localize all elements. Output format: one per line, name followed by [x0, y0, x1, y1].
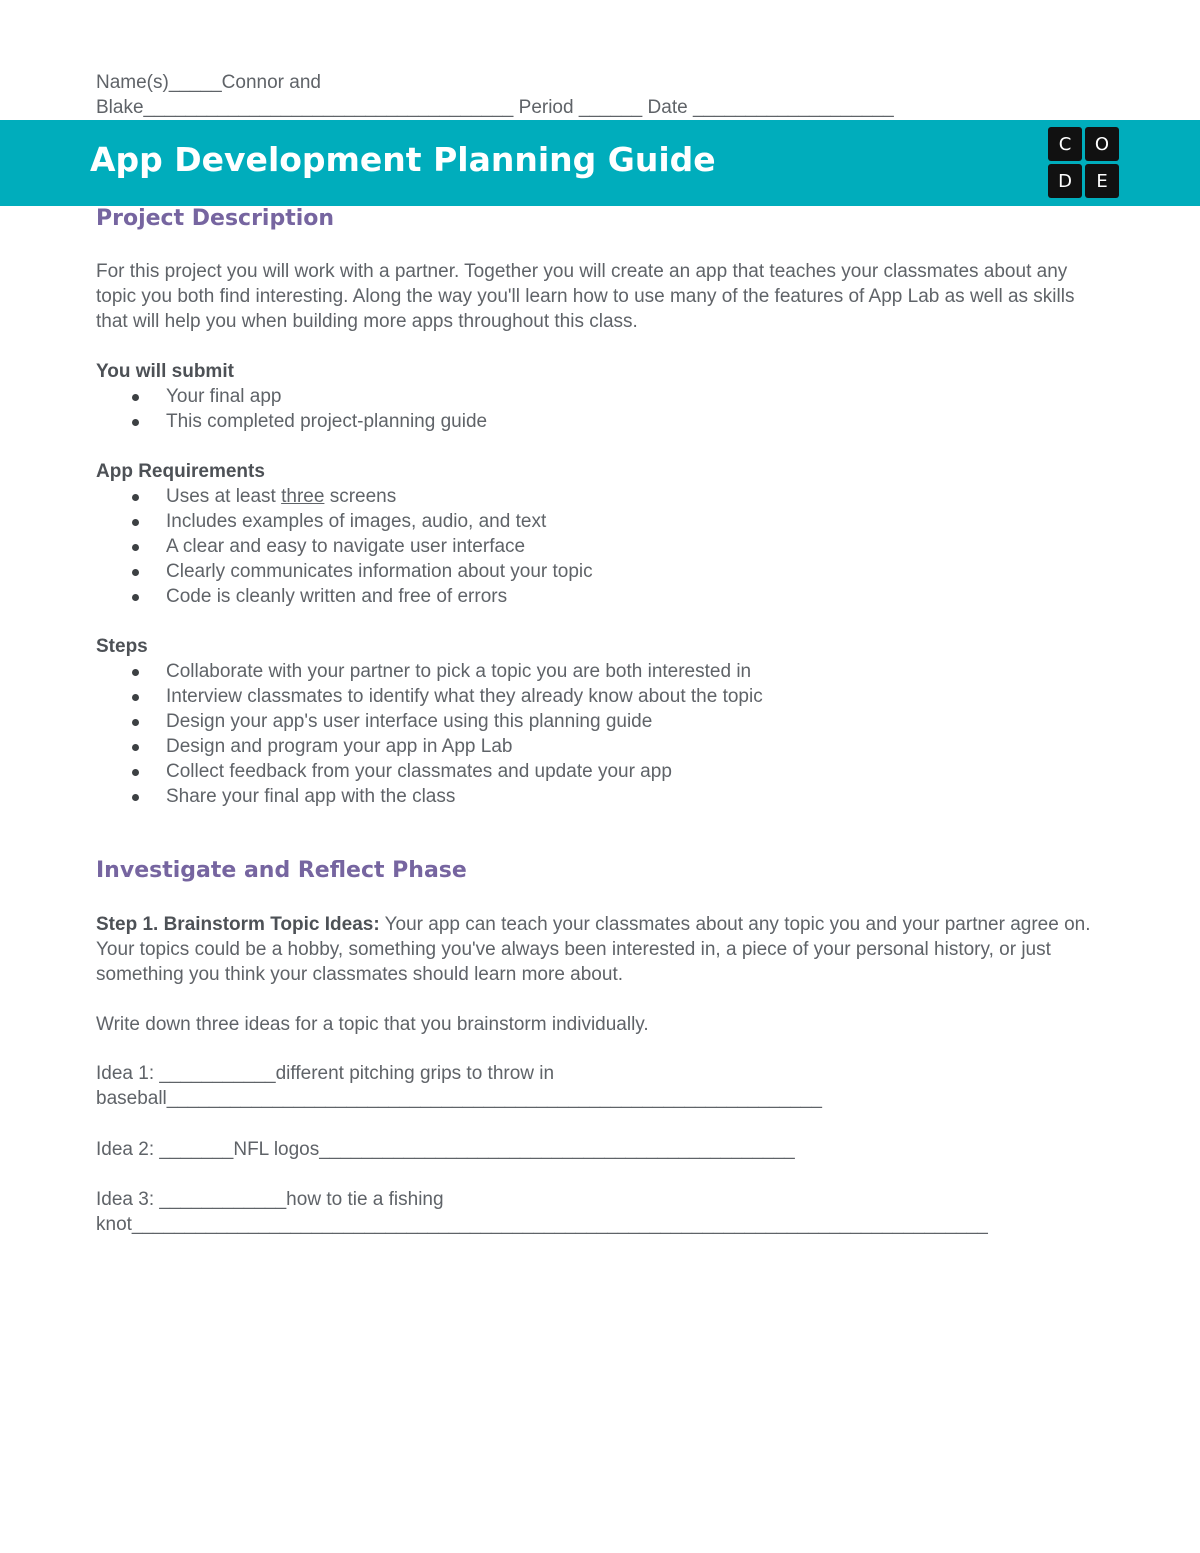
requirement-text: Uses at least: [166, 486, 282, 507]
list-item: [96, 484, 593, 509]
intro-text: that will help you when building more apps throughout this class.: [96, 311, 638, 332]
idea-3-field: Idea 3: ____________how to tie a fishing: [96, 1189, 444, 1210]
list-item: Code is cleanly written and free of errors: [96, 584, 593, 609]
requirements-heading: App Requirements: [96, 461, 265, 482]
name-period-date-field: Blake___________________________________ Period ______ Date ___________________: [96, 97, 894, 118]
idea-1-field: Idea 1: ___________different pitching grips to throw in: [96, 1063, 555, 1084]
code-logo: [1048, 127, 1120, 199]
list-item: Share your final app with the class: [96, 784, 763, 809]
list-item: Interview classmates to identify what they already know about the topic: [96, 684, 763, 709]
steps-heading: Steps: [96, 636, 148, 657]
investigate-heading: Investigate and Reflect Phase: [96, 858, 467, 883]
list-item: Collaborate with your partner to pick a topic you are both interested in: [96, 659, 763, 684]
list-item: Design and program your app in App Lab: [96, 734, 763, 759]
name-field: Name(s)_____Connor and: [96, 72, 321, 93]
list-item: Design your app's user interface using this planning guide: [96, 709, 763, 734]
list-item: Clearly communicates information about your topic: [96, 559, 593, 584]
idea-2-field: Idea 2: _______NFL logos_____________________________________________: [96, 1139, 795, 1160]
list-item: Collect feedback from your classmates and update your app: [96, 759, 763, 784]
list-item: This completed project-planning guide: [96, 409, 487, 434]
logo-letter: O: [1085, 127, 1119, 161]
steps-list: [96, 659, 763, 809]
requirement-text: screens: [324, 486, 397, 507]
idea-3-field: knot_________________________________________________________________________________: [96, 1214, 988, 1235]
intro-text: For this project you will work with a partner. Together you will create an app that teaches your classmates about any: [96, 261, 1068, 282]
step1-text: something you think your classmates should learn more about.: [96, 964, 623, 985]
logo-letter: E: [1085, 164, 1119, 198]
step1-paragraph: [96, 912, 1091, 937]
step1-text: Your topics could be a hobby, something you've always been interested in, a piece of your personal history, or just: [96, 939, 1051, 960]
list-item: Includes examples of images, audio, and text: [96, 509, 593, 534]
logo-letter: C: [1048, 127, 1082, 161]
intro-text: topic you both find interesting. Along the way you'll learn how to use many of the features of App Lab as well as skills: [96, 286, 1075, 307]
idea-1-field: baseball______________________________________________________________: [96, 1088, 822, 1109]
step1-text: Your app can teach your classmates about any topic you and your partner agree on.: [379, 914, 1091, 935]
project-description-heading: Project Description: [96, 206, 335, 231]
page-title: App Development Planning Guide: [90, 140, 716, 179]
underlined-word: three: [281, 486, 325, 507]
requirements-list: [96, 484, 593, 609]
submit-list: [96, 384, 487, 434]
list-item: Your final app: [96, 384, 487, 409]
submit-heading: You will submit: [96, 361, 234, 382]
brainstorm-instruction: Write down three ideas for a topic that you brainstorm individually.: [96, 1014, 649, 1035]
logo-letter: D: [1048, 164, 1082, 198]
step1-label: Step 1. Brainstorm Topic Ideas:: [96, 914, 380, 935]
list-item: A clear and easy to navigate user interface: [96, 534, 593, 559]
